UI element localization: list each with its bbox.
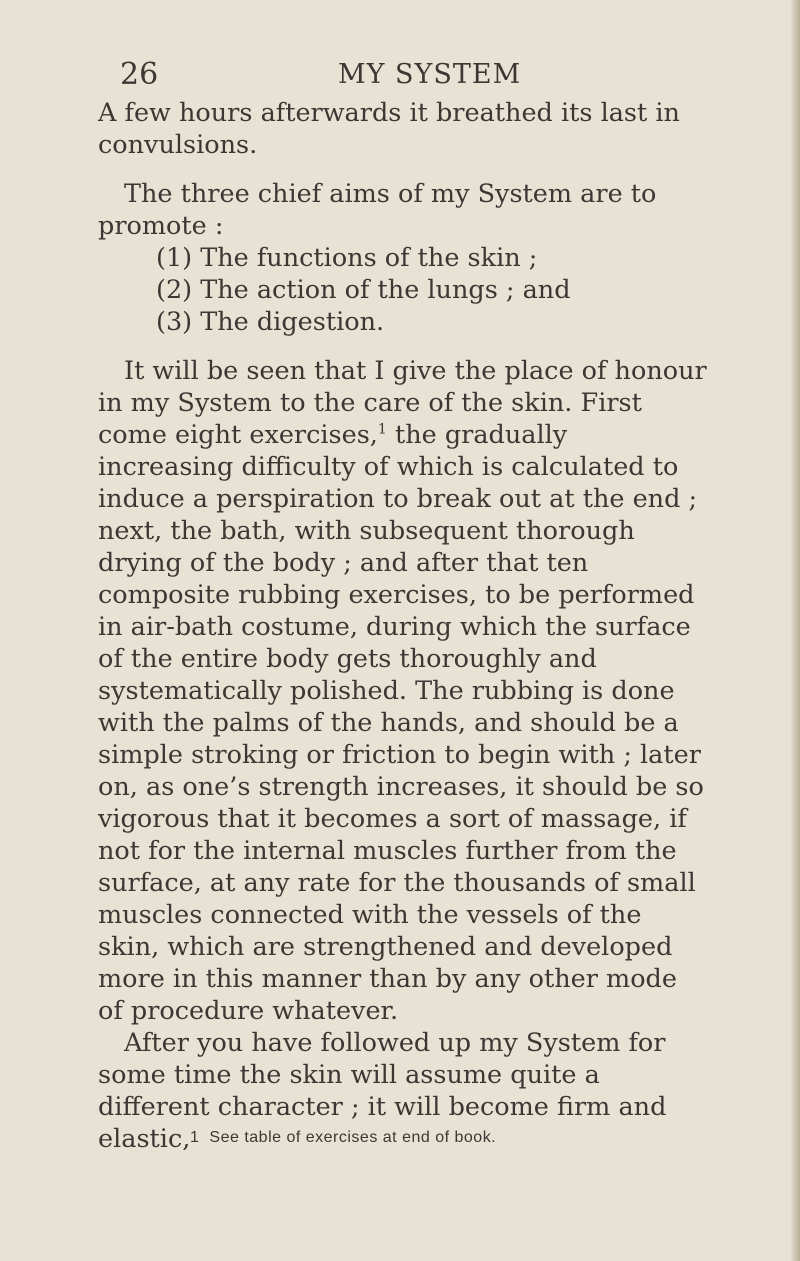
paragraph-4: After you have followed up my System for some time the skin will assume quite a different character ; it will become firm and elastic, xyxy=(98,1028,667,1154)
footnote-text: See table of exercises at end of book. xyxy=(209,1129,497,1146)
footnote-mark: 1 xyxy=(190,1129,200,1146)
paragraph-3 xyxy=(98,355,708,1027)
aims-list-item-2: (2) The action of the lungs ; and xyxy=(156,275,571,305)
running-head: MY SYSTEM xyxy=(338,59,522,90)
paragraph-2: The three chief aims of my System are to promote : xyxy=(98,179,657,241)
footnote xyxy=(190,1127,710,1149)
page-header xyxy=(120,55,680,95)
paragraph-3-text-a: It will be seen that I give the place of honour in my System to the care of the skin. First come eight exercises, xyxy=(98,356,707,450)
aims-list-item-3: (3) The digestion. xyxy=(156,307,385,337)
aims-list-item-1: (1) The functions of the skin ; xyxy=(156,243,538,273)
body-text xyxy=(98,97,708,1155)
page-edge xyxy=(790,0,800,1261)
footnote-reference: 1 xyxy=(377,421,387,438)
paragraph-1: A few hours afterwards it breathed its last in convulsions. xyxy=(98,98,680,160)
page-number: 26 xyxy=(120,57,159,92)
aims-list xyxy=(98,242,708,338)
paragraph-3-text-b: the gradually increasing difficulty of which is calculated to induce a perspiration to break out at the end ; next, the bath, with subsequent thorough drying of the body ; and after that ten composite rubbing exercises, to be performed in air-bath costume, during which the surface of the entire body gets thoroughly and systematically polished. The rubbing is done with the palms of the hands, and should be a simple stroking or friction to begin with ; later on, as one’s strength increases, it should be so vigorous that it becomes a sort of massage, if not for the internal muscles further from the surface, at any rate for the thousands of small muscles connected with the vessels of the skin, which are strengthened and developed more in this manner than by any other mode of procedure whatever. xyxy=(98,420,704,1026)
